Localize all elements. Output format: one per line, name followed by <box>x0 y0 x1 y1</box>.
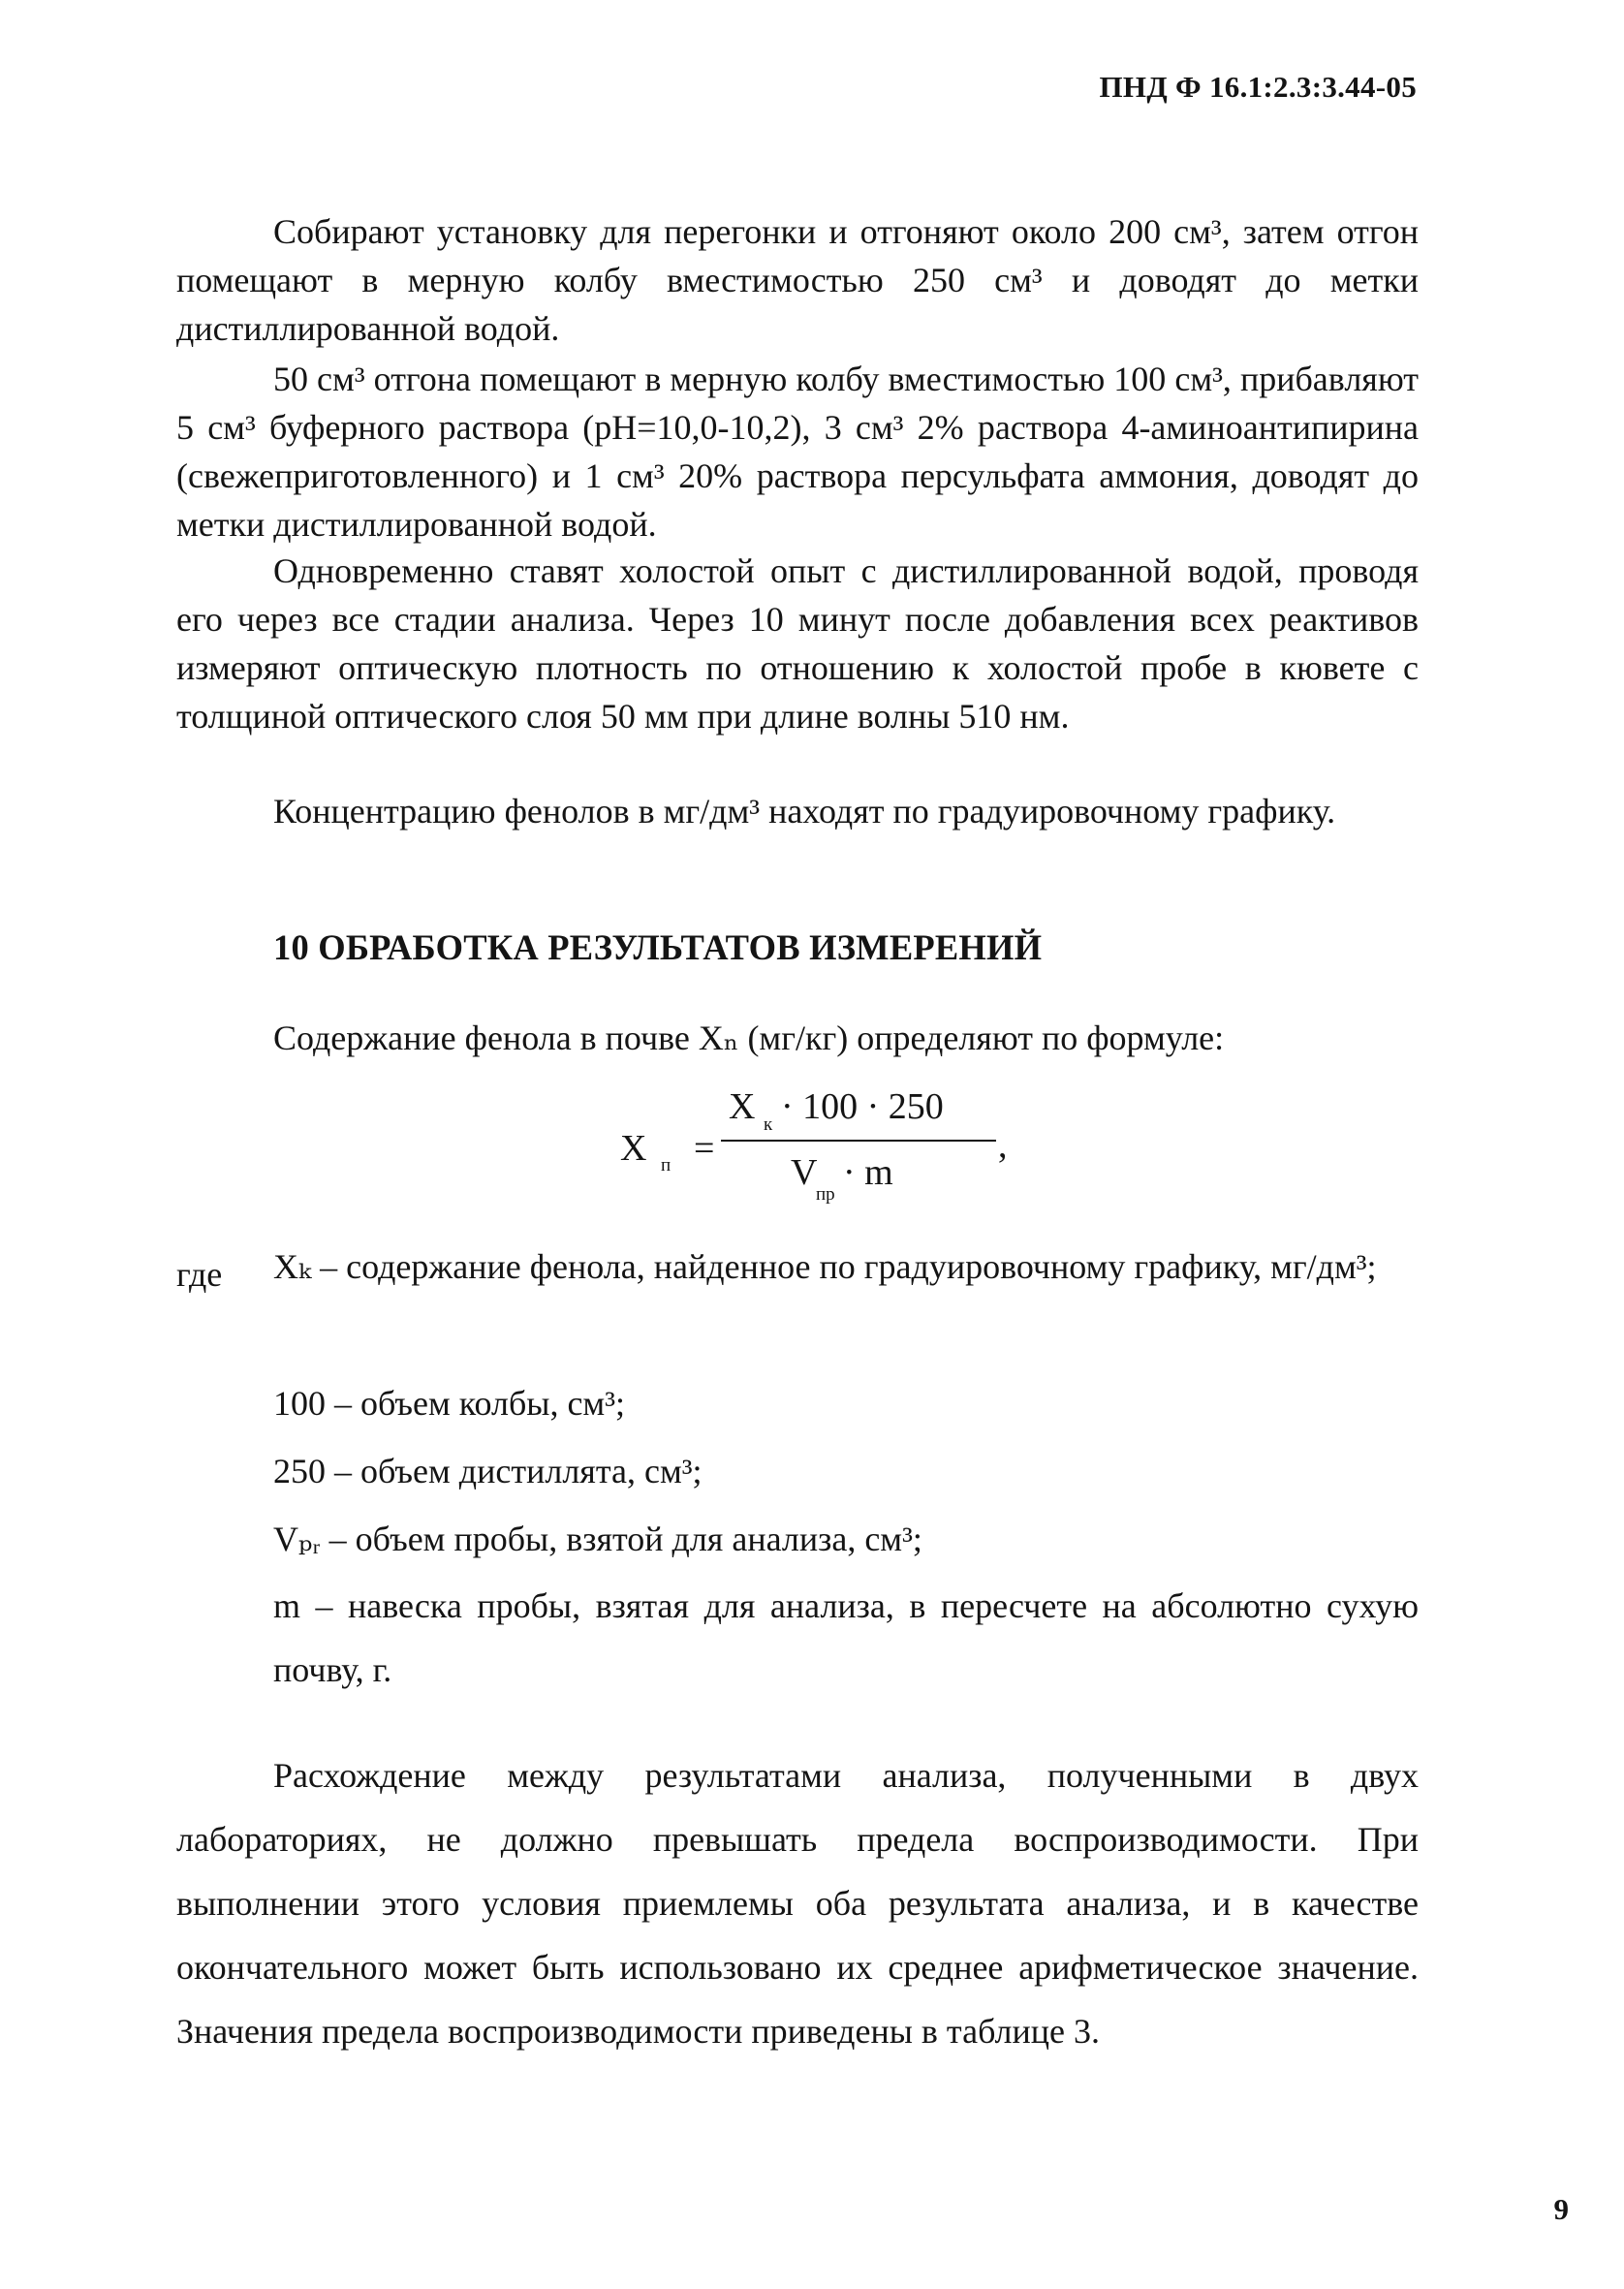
formula-lhs-subscript: п <box>661 1155 671 1176</box>
paragraph-reagents: 50 см³ отгона помещают в мерную колбу вместимостью 100 см³, прибавляют 5 см³ буферного раствора (рН=10,0-10,2), 3 см³ 2% раствора 4-аминоантипирина (свежеприготовленного) и 1 см³ 20% раствора персульфата аммония, доводят до метки дистиллированной водой. <box>176 360 1419 544</box>
formula-numerator-variable: X <box>729 1086 756 1127</box>
section-heading: 10 ОБРАБОТКА РЕЗУЛЬТАТОВ ИЗМЕРЕНИЙ <box>273 927 1043 967</box>
formula-trailing-comma: , <box>998 1125 1008 1166</box>
legend-lead-word: где <box>176 1255 223 1294</box>
formula-equals: = <box>694 1128 715 1169</box>
paragraph-reproducibility: Расхождение между результатами анализа, полученными в двух лабораториях, не должно превышать предела воспроизводимости. При выполнении этого условия приемлемы оба результата анализа, и в качестве окончательного может быть использовано их среднее арифметическое значение. Значения предела воспроизводимости приведены в таблице 3. <box>176 1756 1419 2051</box>
legend-item-flask-volume: 100 – объем колбы, см³; <box>273 1384 626 1423</box>
formula-denominator-factors: · m <box>843 1152 893 1193</box>
paragraph-concentration: Концентрацию фенолов в мг/дм³ находят по градуировочному графику. <box>273 792 1336 831</box>
phenol-formula <box>620 1083 1027 1229</box>
formula-denominator-subscript: пр <box>816 1184 835 1205</box>
legend-item-distillate-volume: 250 – объем дистиллята, см³; <box>273 1452 703 1490</box>
page-number: 9 <box>1553 2192 1569 2226</box>
formula-numerator-factors: · 100 · 250 <box>781 1086 944 1127</box>
formula-intro: Содержание фенола в почве Xₙ (мг/кг) определяют по формуле: <box>273 1019 1225 1057</box>
paragraph-distillation: Собирают установку для перегонки и отгоняют около 200 см³, затем отгон помещают в мерную колбу вместимостью 250 см³ и доводят до метки дистиллированной водой. <box>176 212 1419 348</box>
legend-item-sample-volume: Vₚᵣ – объем пробы, взятой для анализа, см³; <box>273 1520 922 1558</box>
formula-denominator-variable: V <box>791 1152 818 1193</box>
document-code: ПНД Ф 16.1:2.3:3.44-05 <box>1099 70 1417 104</box>
paragraph-blank-test: Одновременно ставят холостой опыт с дистиллированной водой, проводя его через все стадии анализа. Через 10 минут после добавления всех реактивов измеряют оптическую плотность по отношению к холостой пробе в кювете с толщиной оптического слоя 50 мм при длине волны 510 нм. <box>176 551 1419 736</box>
legend-item-sample-mass: m – навеска пробы, взятая для анализа, в пересчете на абсолютно сухую почву, г. <box>273 1586 1419 1689</box>
fraction-bar <box>721 1140 996 1142</box>
legend-item-xk: Xₖ – содержание фенола, найденное по градуировочному графику, мг/дм³; <box>273 1247 1377 1286</box>
formula-lhs: X <box>620 1128 647 1169</box>
formula-numerator-subscript: к <box>764 1114 773 1135</box>
